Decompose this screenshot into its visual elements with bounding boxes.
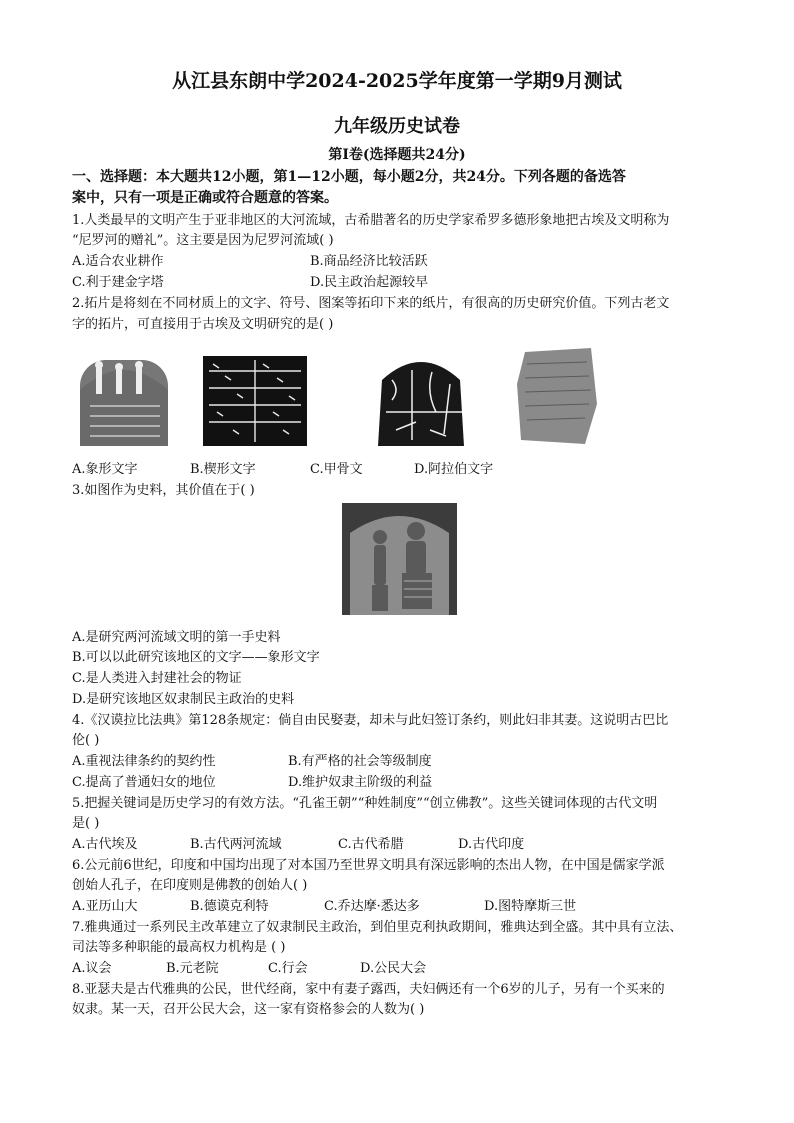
q1-option-a: A.适合农业耕作 — [72, 254, 164, 269]
q5-option-b: B.古代两河流域 — [190, 837, 282, 852]
hammurabi-stele-image — [342, 503, 457, 615]
q3-option-d: D.是研究该地区奴隶制民主政治的史料 — [72, 692, 295, 707]
q1-option-c: C.利于建金字塔 — [72, 275, 164, 290]
q2-stem-line2: 字的拓片，可直接用于古埃及文明研究的是( ) — [72, 317, 334, 332]
q1-stem-line2: “尼罗河的赠礼”。这主要是因为尼罗河流域( ) — [72, 233, 334, 248]
q6-stem-line1: 6.公元前6世纪，印度和中国均出现了对本国乃至世界文明具有深远影响的杰出人物，在中国是儒家学派 — [72, 858, 665, 873]
q7-option-c: C.行会 — [268, 961, 308, 976]
oracle-bone-rubbing-image — [372, 350, 470, 448]
q5-option-c: C.古代希腊 — [338, 837, 404, 852]
q4-option-b: B.有严格的社会等级制度 — [288, 754, 432, 769]
q6-option-d: D.图特摩斯三世 — [484, 899, 577, 914]
q5-option-a: A.古代埃及 — [72, 837, 138, 852]
q8-stem-line1: 8.亚瑟夫是古代雅典的公民，世代经商，家中有妻子露西，夫妇俩还有一个6岁的儿子，另有一个买来的 — [72, 982, 665, 997]
q6-stem-line2: 创始人孔子，在印度则是佛教的创始人( ) — [72, 878, 308, 893]
q6-option-c: C.乔达摩·悉达多 — [324, 899, 420, 914]
hieroglyph-rubbing-image — [76, 350, 172, 448]
exam-title: 从江县东朗中学2024-2025学年度第一学期9月测试 — [172, 70, 622, 92]
q8-stem-line2: 奴隶。某一天，召开公民大会，这一家有资格参会的人数为( ) — [72, 1002, 425, 1017]
q1-stem-line1: 1.人类最早的文明产生于亚非地区的大河流域，古希腊著名的历史学家希罗多德形象地把古埃及文明称为 — [72, 213, 670, 228]
cuneiform-rubbing-image — [203, 356, 307, 446]
q2-stem-line1: 2.拓片是将刻在不同材质上的文字、符号、图案等拓印下来的纸片，有很高的历史研究价值。下列古老文 — [72, 296, 670, 311]
q4-option-c: C.提高了普通妇女的地位 — [72, 775, 216, 790]
exam-subtitle: 九年级历史试卷 — [334, 116, 460, 137]
q4-option-d: D.维护奴隶主阶级的利益 — [288, 775, 433, 790]
q1-option-d: D.民主政治起源较早 — [310, 275, 429, 290]
q2-option-a: A.象形文字 — [72, 462, 138, 477]
q7-option-d: D.公民大会 — [360, 961, 427, 976]
q4-option-a: A.重视法律条约的契约性 — [72, 754, 216, 769]
q4-stem-line2: 伦( ) — [72, 733, 100, 748]
q1-option-b: B.商品经济比较活跃 — [310, 254, 428, 269]
q3-option-c: C.是人类进入封建社会的物证 — [72, 671, 242, 686]
q2-option-d: D.阿拉伯文字 — [414, 462, 494, 477]
q7-stem-line1: 7.雅典通过一系列民主改革建立了奴隶制民主政治，到伯里克利执政期间，雅典达到全盛。其中具有立法、 — [72, 920, 683, 935]
q3-option-a: A.是研究两河流域文明的第一手史料 — [72, 630, 281, 645]
section-instruction-line1: 一、选择题：本大题共12小题，第1—12小题，每小题2分，共24分。下列各题的备选答 — [72, 169, 626, 185]
q6-option-b: B.德谟克利特 — [190, 899, 269, 914]
q7-stem-line2: 司法等多种职能的最高权力机构是 ( ) — [72, 940, 286, 955]
q7-option-b: B.元老院 — [166, 961, 219, 976]
arabic-script-rubbing-image — [515, 344, 599, 448]
q7-option-a: A.议会 — [72, 961, 112, 976]
q6-option-a: A.亚历山大 — [72, 899, 138, 914]
q5-stem-line1: 5.把握关键词是历史学习的有效方法。“孔雀王朝”“种姓制度”“创立佛教”。这些关键词体现的古代文明 — [72, 796, 658, 811]
q2-option-c: C.甲骨文 — [310, 462, 363, 477]
volume-heading: 第Ⅰ卷(选择题共24分) — [328, 147, 466, 163]
q5-option-d: D.古代印度 — [458, 837, 525, 852]
q4-stem-line1: 4.《汉谟拉比法典》第128条规定：倘自由民娶妻，却未与此妇签订条约，则此妇非其妻。这说明古巴比 — [72, 713, 669, 728]
q5-stem-line2: 是( ) — [72, 816, 100, 831]
q3-stem: 3.如图作为史料，其价值在于( ) — [72, 483, 255, 498]
q2-option-b: B.楔形文字 — [190, 462, 256, 477]
section-instruction-line2: 案中，只有一项是正确或符合题意的答案。 — [72, 190, 338, 206]
q3-option-b: B.可以以此研究该地区的文字——象形文字 — [72, 650, 320, 665]
